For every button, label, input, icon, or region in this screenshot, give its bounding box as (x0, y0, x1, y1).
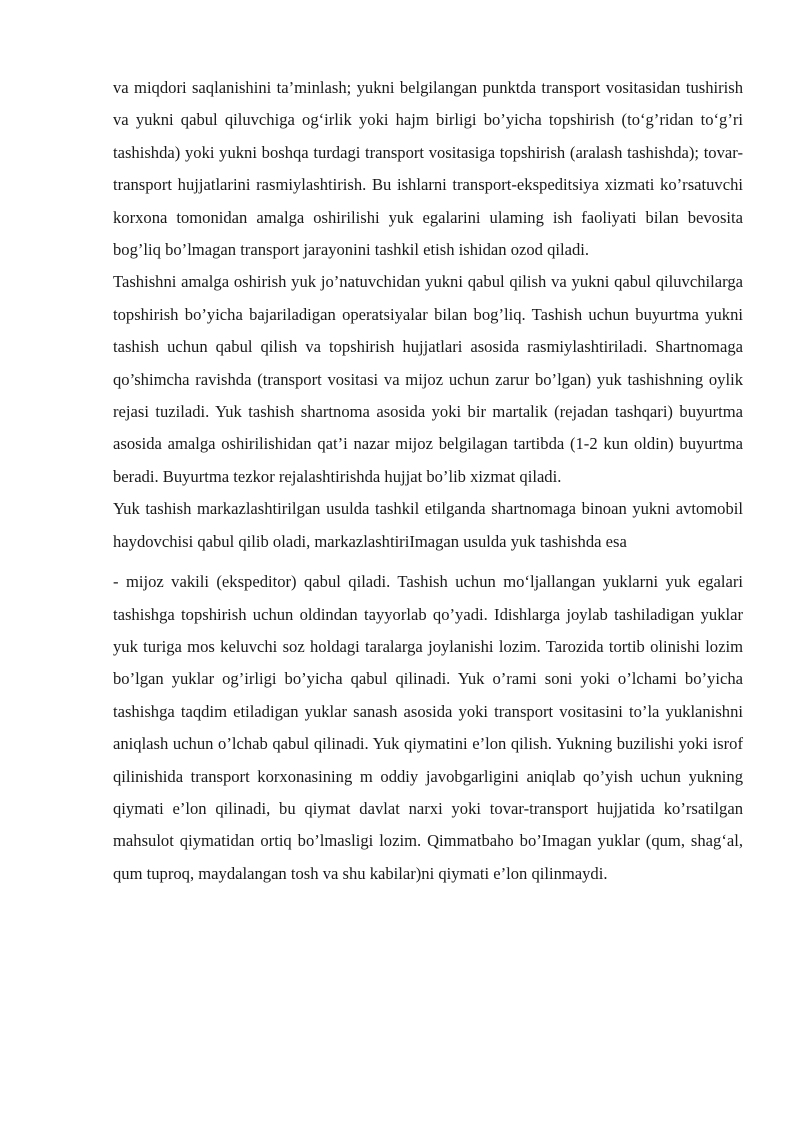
paragraph-cargo-acceptance: - mijoz vakili (ekspeditor) qabul qiladi. Tashish uchun mo‘ljallangan yuklarni yuk egalari tashishga topshirish uchun oldindan tayyorlab qo’yadi. Idishlarga joylab tashiladigan yuklar yuk turiga mos keluvchi soz holdagi taralarga joylanishi lozim. Tarozida tortib olinishi lozim bo’lgan yuklar og’irligi bo’yicha qabul qilinadi. Yuk o’rami soni yoki o’lchami bo’yicha tashishga taqdim etiladigan yuklar sanash asosida yoki transport vositasini to’la yuklanishni aniqlash uchun o’lchab qabul qilinadi. Yuk qiymatini e’lon qilish. Yukning buzilishi yoki isrof qilinishida transport korxonasining m oddiy javobgarligini aniqlab qo’yish uchun yukning qiymati e’lon qilinadi, bu qiymat davlat narxi yoki tovar-transport hujjatida ko’rsatilgan mahsulot qiymatidan ortiq bo’lmasligi lozim. Qimmatbaho bo’Imagan yuklar (qum, shag‘al, qum tuproq, maydalangan tosh va shu kabilar)ni qiymati e’lon qilinmaydi. (113, 572, 743, 883)
paragraph-transport-order: Tashishni amalga oshirish yuk jo’natuvchidan yukni qabul qilish va yukni qabul qiluvchilarga topshirish bo’yicha bajariladigan operatsiyalar bilan bog’liq. Tashish uchun buyurtma yukni tashish uchun qabul qilish va topshirish hujjatlari asosida rasmiylashtiriladi. Shartnomaga qo’shimcha ravishda (transport vositasi va mijoz uchun zarur bo’lgan) yuk tashishning oylik rejasi tuziladi. Yuk tashish shartnoma asosida yoki bir martalik (rejadan tashqari) buyurtma asosida amalga oshirilishidan qat’i nazar mijoz belgilagan tartibda (1-2 kun oldin) buyurtma beradi. Buyurtma tezkor rejalashtirishda hujjat bo’lib xizmat qiladi. (113, 272, 743, 486)
paragraph-centralized-transport: Yuk tashish markazlashtirilgan usulda tashkil etilganda shartnomaga binoan yukni avtomobil haydovchisi qabul qilib oladi, markazlashtiriImagan usulda yuk tashishda esa (113, 499, 743, 551)
paragraph-cargo-handling: va miqdori saqlanishini ta’minlash; yukni belgilangan punktda transport vositasidan tushirish va yukni qabul qiluvchiga og‘irlik yoki hajm birligi bo’yicha topshirish (to‘g’ridan to‘g’ri tashishda) yoki yukni boshqa turdagi transport vositasiga topshirish (aralash tashishda); tovar-transport hujjatlarini rasmiylashtirish. Bu ishlarni transport-ekspeditsiya xizmati ko’rsatuvchi korxona tomonidan amalga oshirilishi yuk egalarini ulaming ish faoliyati bilan bevosita bog’liq bo’lmagan transport jarayonini tashkil etish ishidan ozod qiladi. (113, 78, 743, 260)
